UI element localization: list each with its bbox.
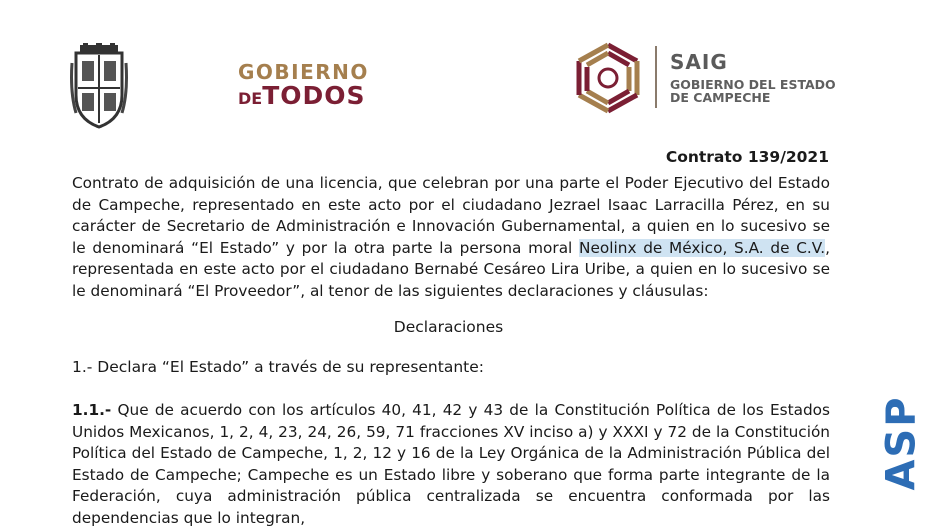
clause-paragraph [72,400,830,529]
highlighted-company-name: Neolinx de México, S.A. de C.V. [579,238,826,257]
saig-subtitle-line2: DE CAMPECHE [670,90,771,106]
section-title: Declaraciones [393,318,504,336]
clause-text: Que de acuerdo con los artículos 40, 41, 42 y 43 de la Constitución Política de los Estados Unidos Mexicanos, 1, 2, 4, 23, 24, 26, 59, 71 fracciones XV inciso a) y XXXI y 72 de la Constitución Política del Estado de Campeche, 1, 2, 12 y 16 de la Ley Orgánica de la Administración Pública del Estado de Campeche; Campeche es un Estado libre y soberano que forma parte integrante de la Federación, cuya administración pública centralizada se encuentra conformada por las dependencias que lo integran, [72,401,830,527]
intro-text-part2: , representada en este acto por el ciudadano Bernabé Cesáreo Lira Uribe, a quien en lo sucesivo se le denominará “El Proveedor”, al tenor de las siguientes declaraciones y cláusulas: [72,238,830,300]
intro-paragraph [72,173,830,302]
saig-title: SAIG [670,50,728,74]
saig-hexagon-logo-icon [573,41,643,115]
gobierno-de-todos-logo [238,62,369,108]
saig-subtitle-line1: GOBIERNO DEL ESTADO [670,77,836,92]
intro-text-part1: Contrato de adquisición de una licencia, que celebran por una parte el Poder Ejecutivo del Estado de Campeche, representado en este acto por el ciudadano Jezrael Isaac Larracilla Pérez, en su carácter de Secretario de Administración e Innovación Gubernamental, a quien en lo sucesivo se le denominará “El Estado” y por la otra parte la persona moral [72,174,830,257]
clause-number: 1.1.- [72,401,112,419]
stamp-text: ASP [878,395,925,491]
declaration-heading: 1.- Declara “El Estado” a través de su representante: [72,358,484,376]
logo-divider [655,46,657,108]
todos-text: TODOS [262,81,366,110]
gobierno-text: GOBIERNO [238,60,369,84]
campeche-crest-icon [70,43,128,129]
saig-logo-text [670,52,836,104]
contract-number: Contrato 139/2021 [665,148,829,166]
de-text: DE [238,89,263,108]
side-stamp [864,380,925,505]
